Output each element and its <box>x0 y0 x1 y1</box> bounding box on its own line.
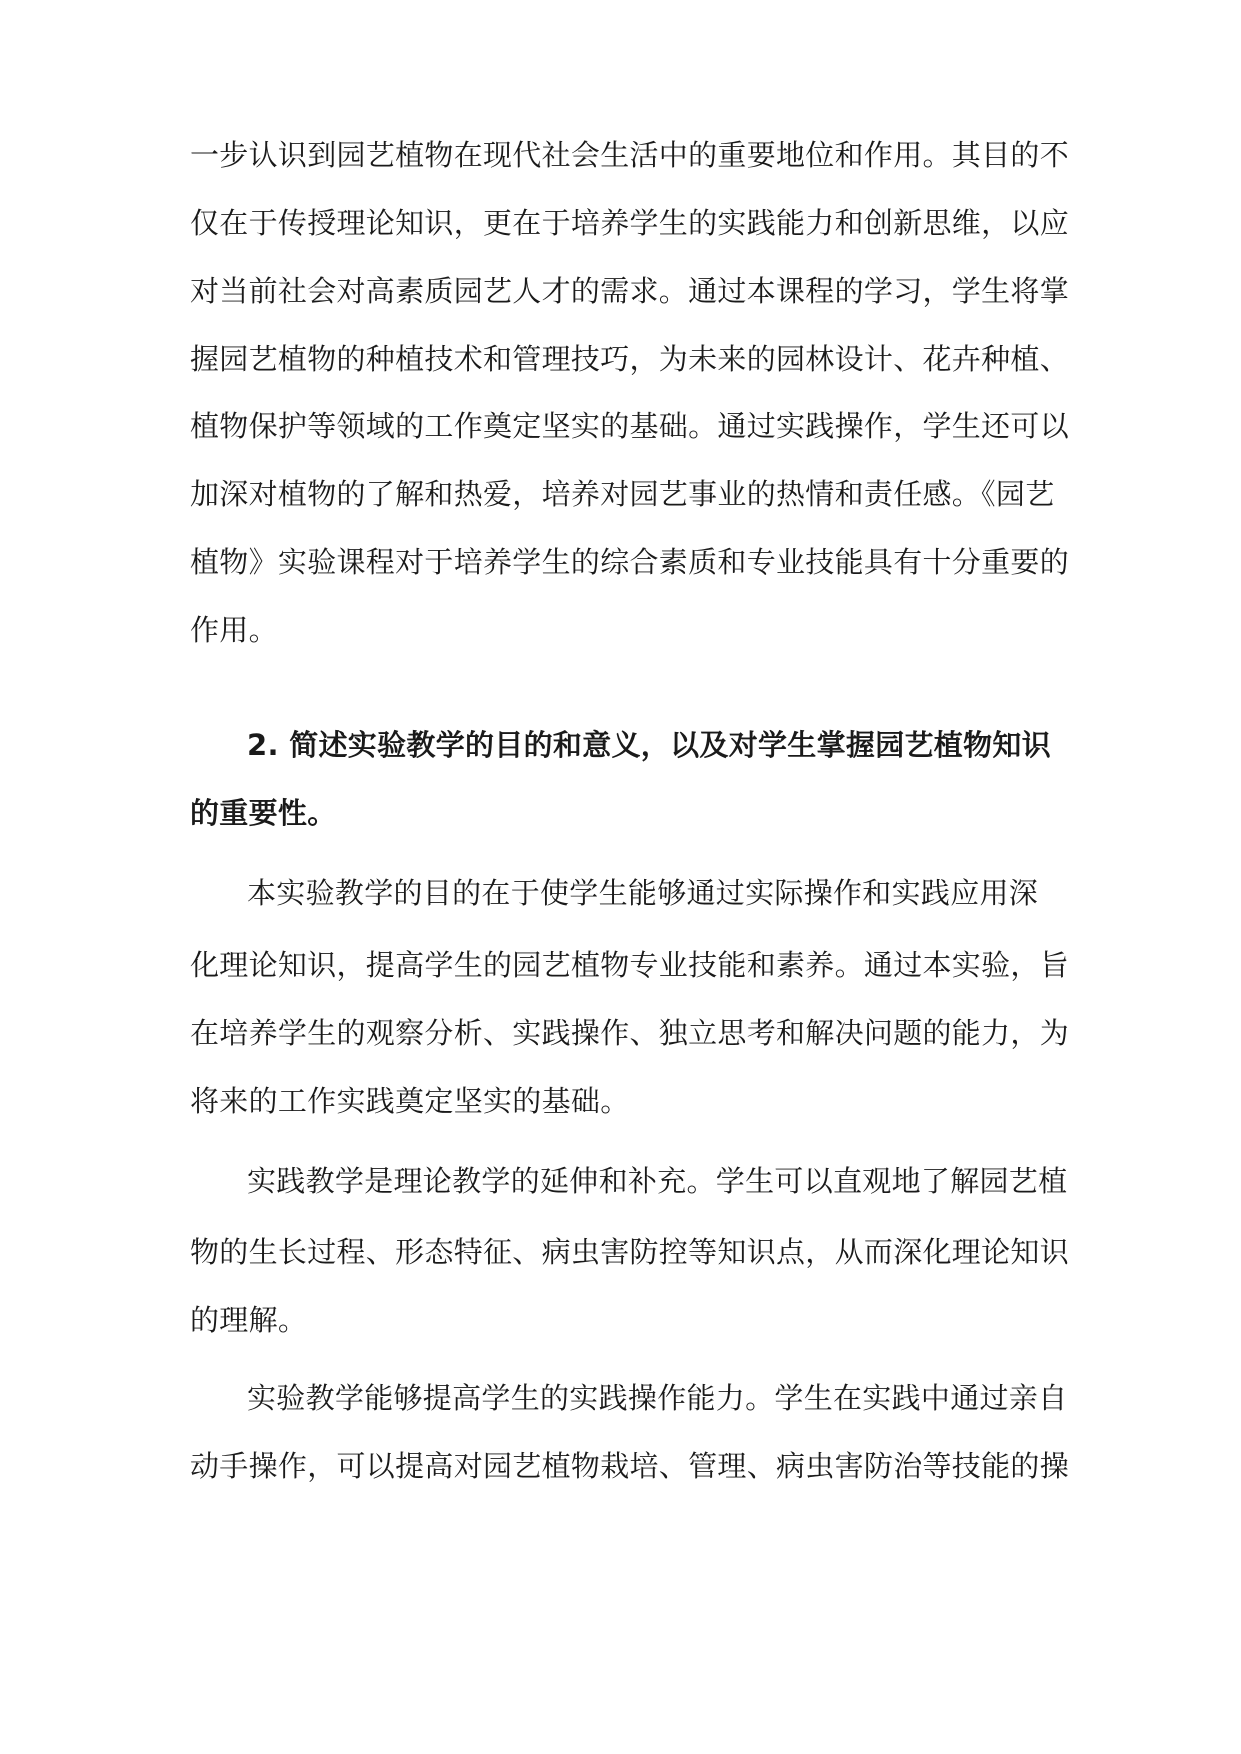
text-line: 对当前社会对高素质园艺人才的需求。通过本课程的学习，学生将掌 <box>190 274 1070 308</box>
text-line: 本实验教学的目的在于使学生能够通过实际操作和实践应用深 <box>247 876 1039 910</box>
text-line: 握园艺植物的种植技术和管理技巧，为未来的园林设计、花卉种植、 <box>190 342 1070 376</box>
heading-line: 的重要性。 <box>190 796 337 830</box>
text-line: 一步认识到园艺植物在现代社会生活中的重要地位和作用。其目的不 <box>190 138 1070 172</box>
text-line: 植物保护等领域的工作奠定坚实的基础。通过实践操作，学生还可以 <box>190 409 1070 443</box>
text-line: 实践教学是理论教学的延伸和补充。学生可以直观地了解园艺植 <box>247 1164 1068 1198</box>
text-line: 仅在于传授理论知识，更在于培养学生的实践能力和创新思维，以应 <box>190 206 1070 240</box>
text-line: 化理论知识，提高学生的园艺植物专业技能和素养。通过本实验，旨 <box>190 948 1070 982</box>
text-line: 在培养学生的观察分析、实践操作、独立思考和解决问题的能力，为 <box>190 1016 1070 1050</box>
text-line: 实验教学能够提高学生的实践操作能力。学生在实践中通过亲自 <box>247 1381 1068 1415</box>
text-line: 的理解。 <box>190 1303 308 1337</box>
text-line: 将来的工作实践奠定坚实的基础。 <box>190 1084 630 1118</box>
heading-line: 2. 简述实验教学的目的和意义，以及对学生掌握园艺植物知识 <box>247 728 1051 762</box>
text-line: 植物》实验课程对于培养学生的综合素质和专业技能具有十分重要的 <box>190 545 1070 579</box>
text-line: 动手操作，可以提高对园艺植物栽培、管理、病虫害防治等技能的操 <box>190 1449 1070 1483</box>
text-line: 物的生长过程、形态特征、病虫害防控等知识点，从而深化理论知识 <box>190 1235 1070 1269</box>
text-line: 作用。 <box>190 613 278 647</box>
text-line: 加深对植物的了解和热爱，培养对园艺事业的热情和责任感。《园艺 <box>190 477 1055 511</box>
